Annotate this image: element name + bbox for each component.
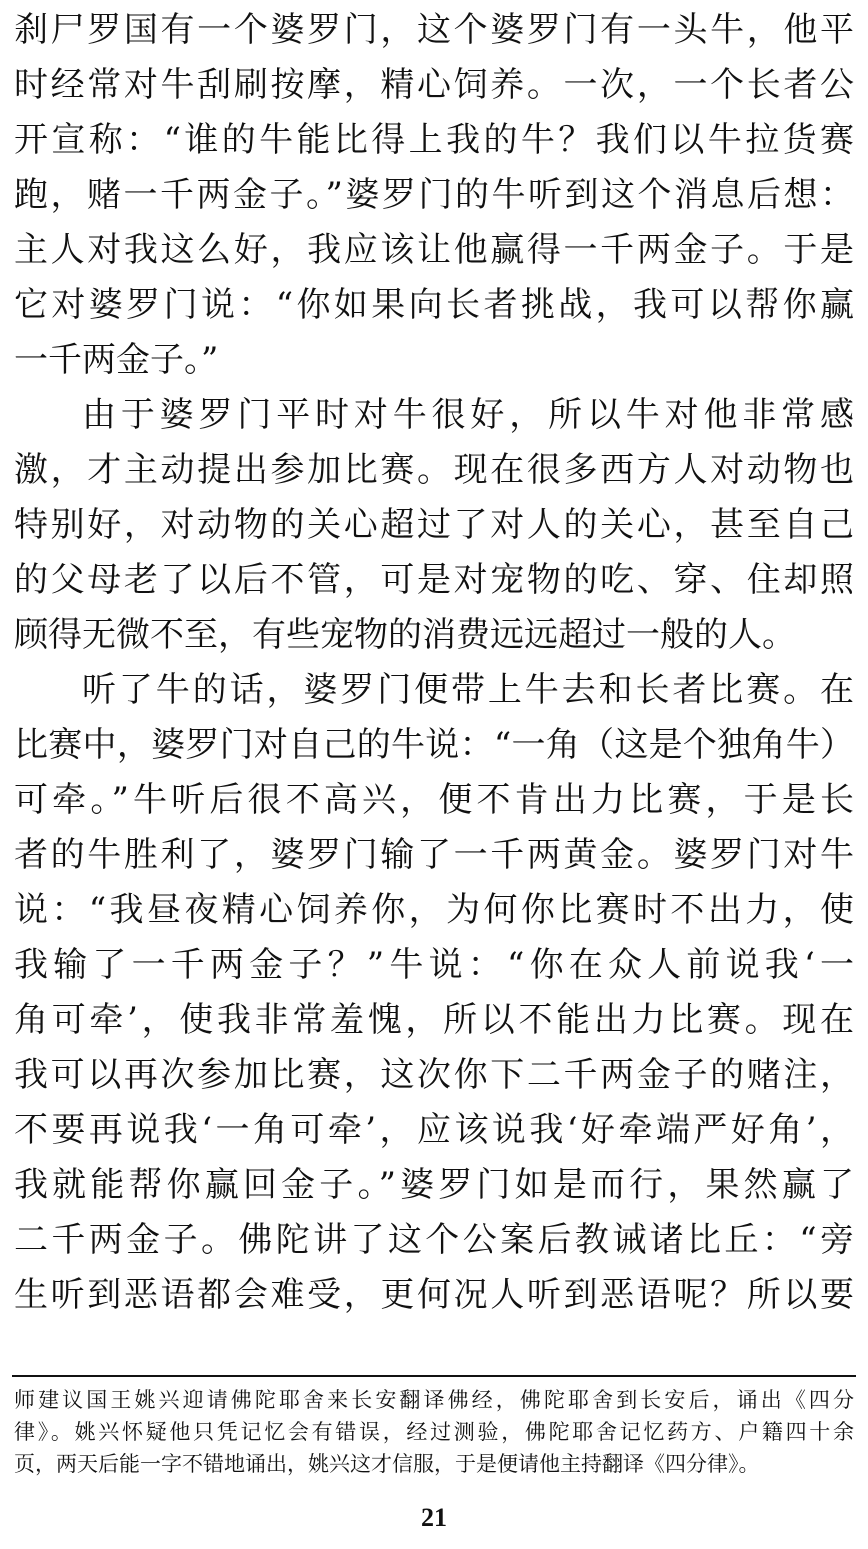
body-line: 我就能帮你赢回金子。”婆罗门如是而行，果然赢了 [14, 1165, 854, 1205]
body-line: 刹尸罗国有一个婆罗门，这个婆罗门有一头牛，他平 [14, 10, 854, 50]
body-line: 它对婆罗门说：“你如果向长者挑战，我可以帮你赢 [14, 285, 854, 325]
body-line: 者的牛胜利了，婆罗门输了一千两黄金。婆罗门对牛 [14, 835, 854, 875]
footnote-separator [12, 1375, 856, 1377]
paragraph-first-line: 听了牛的话，婆罗门便带上牛去和长者比赛。在 [82, 670, 854, 710]
body-line: 二千两金子。佛陀讲了这个公案后教诫诸比丘：“旁 [14, 1220, 854, 1260]
footnote-line: 律》。姚兴怀疑他只凭记忆会有错误，经过测验，佛陀耶舍记忆药方、户籍四十余 [14, 1420, 854, 1444]
body-line: 时经常对牛刮刷按摩，精心饲养。一次，一个长者公 [14, 65, 854, 105]
body-line: 我输了一千两金子？”牛说：“你在众人前说我‘一 [14, 945, 854, 985]
body-line: 比赛中，婆罗门对自己的牛说：“一角（这是个独角牛） [14, 725, 854, 765]
footnote-line: 师建议国王姚兴迎请佛陀耶舍来长安翻译佛经，佛陀耶舍到长安后，诵出《四分 [14, 1388, 854, 1412]
body-line: 我可以再次参加比赛，这次你下二千两金子的赌注， [14, 1055, 854, 1095]
body-line: 特别好，对动物的关心超过了对人的关心，甚至自己 [14, 505, 854, 545]
body-line: 激，才主动提出参加比赛。现在很多西方人对动物也 [14, 450, 854, 490]
body-line: 顾得无微不至，有些宠物的消费远远超过一般的人。 [14, 615, 796, 655]
body-line: 一千两金子。” [14, 340, 219, 380]
body-line: 角可牵’，使我非常羞愧，所以不能出力比赛。现在 [14, 1000, 854, 1040]
footnote-line: 页，两天后能一字不错地诵出，姚兴这才信服，于是便请他主持翻译《四分律》。 [14, 1452, 760, 1476]
body-line: 可牵。”牛听后很不高兴，便不肯出力比赛，于是长 [14, 780, 854, 820]
paragraph-first-line: 由于婆罗门平时对牛很好，所以牛对他非常感 [82, 395, 854, 435]
body-line: 生听到恶语都会难受，更何况人听到恶语呢？所以要 [14, 1275, 854, 1315]
body-line: 的父母老了以后不管，可是对宠物的吃、穿、住却照 [14, 560, 854, 600]
body-line: 开宣称：“谁的牛能比得上我的牛？我们以牛拉货赛 [14, 120, 854, 160]
body-line: 说：“我昼夜精心饲养你，为何你比赛时不出力，使 [14, 890, 854, 930]
body-line: 主人对我这么好，我应该让他赢得一千两金子。于是 [14, 230, 854, 270]
body-line: 不要再说我‘一角可牵’，应该说我‘好牵端严好角’， [14, 1110, 854, 1150]
page-number: 21 [421, 1503, 447, 1532]
body-line: 跑，赌一千两金子。”婆罗门的牛听到这个消息后想： [14, 175, 854, 215]
